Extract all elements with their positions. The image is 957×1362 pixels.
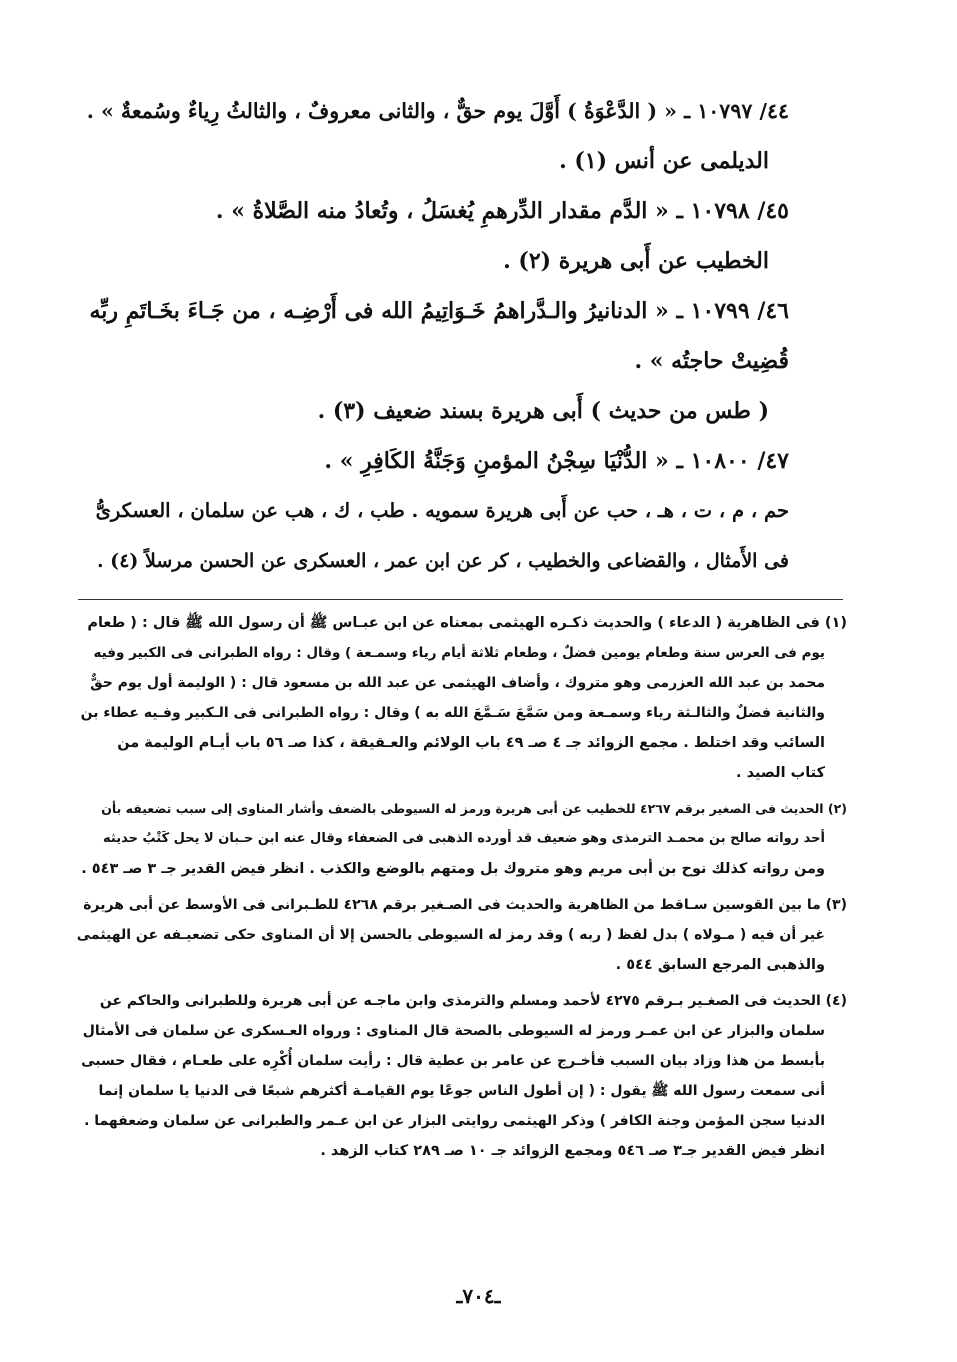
footnote-line: غير أن فيه ( مـولاه ) بدل لفظ ( ربه ) وقد رمز له السيوطى بالحسن إلا أن المناوى حكى تضعيـفه عن الهيثمى xyxy=(76,927,825,943)
footnote-line: بأبسط من هذا وزاد بيان السبب فأخـرج عن عامر بن عطية قال : رأيت سلمان أُكْرِه على طعـام ، فقال حسبى xyxy=(81,1053,825,1069)
footnote-line: محمد بن عبد الله العزرمى وهو متروك ، وأضاف الهيثمى عن عبد الله بن مسعود قال : ( الوليمة أول يوم حقٌّ xyxy=(90,675,825,691)
footnote-line: (٤) الحديث فى الصغـير بـرقم ٤٢٧٥ لأحمد ومسلم والترمذى وابن ماجـه عن أبى هريرة وللطبرانى والحاكم عن xyxy=(99,993,847,1009)
hadith-10798-line: ٤٥/ ١٠٧٩٨ ـ « الدَّم مقدار الدِّرهمِ يُغسَلُ ، وتُعادُ منه الصَّلاةُ » . xyxy=(215,198,789,224)
page-number: ـ٧٠٤ـ xyxy=(456,1284,501,1308)
footnote-line: كتاب الصيد . xyxy=(736,765,825,781)
footnote-divider xyxy=(78,599,843,600)
footnote-3 xyxy=(77,890,847,980)
hadith-10799-line-1: ٤٦/ ١٠٧٩٩ ـ « الدنانيرُ والـدَّراهمُ خَـوَاتِيمُ الله فى أَرْضِـه ، من جَـاءَ بخَـاتَمِ ربِّه xyxy=(89,298,789,324)
footnote-line: سلمان والبزار عن ابن عمـر ورمز له السيوطى بالصحة قال المناوى : ورواه العـسكرى عن سلمان فى الأمثال xyxy=(82,1023,825,1039)
footnote-line: والذهبى المرجع السابق ٥٤٤ . xyxy=(615,957,825,973)
hadith-10799-line-2: قُضِيتْ حاجتُه » . xyxy=(634,348,789,374)
footnote-line: (١) فى الظاهرية ( الدعاء ) والحديث ذكـره الهيثمى بمعناه عن ابن عبـاس ﷺ أن رسول الله ﷺ قال : ( طعام xyxy=(87,615,847,631)
footnote-4 xyxy=(77,986,847,1166)
footnote-line: يوم فى العرس سنة وطعام يومين فضلٌ ، وطعام ثلاثة أيام رياء وسمـعة ) وقال : رواه الطبرانى فى الكبير وفيه xyxy=(93,645,825,661)
footnote-line: (٢) الحديث فى الصغير برقم ٤٢٦٧ للخطيب عن أبى هريرة ورمز له السيوطى بالضعف وأشار المناوى إلى سبب تضعيفه بأن xyxy=(101,801,847,816)
footnote-line: الدنيا سجن المؤمن وجنة الكافر ) وذكر الهيثمى روايتى البزار عن ابن عـمر والطبرانى عن سلمان وضعفهما . xyxy=(84,1113,825,1129)
footnote-line: والثانية فضلٌ والثالـثة رياء وسمـعة ومن سَمَّعَ سَـمَّعَ الله به ) وقال : رواه الطبرانى فى الـكبير وفـيه عطاء بن xyxy=(80,705,825,721)
footnote-1 xyxy=(77,608,847,788)
hadith-10800-source-1: حم ، م ، ت ، هـ ، حب عن أَبى هريرة سمويه . طب ، ك ، هب عن سلمان ، العسكرىُّ xyxy=(95,499,789,522)
hadith-10798-source: الخطيب عن أَبى هريرة (٢) . xyxy=(503,248,769,274)
main-text xyxy=(83,86,789,586)
footnotes xyxy=(77,608,847,1166)
footnote-line: أنى سمعت رسول الله ﷺ يقول : ( إن أطول الناس جوعًا يوم القيامـة أكثرهم شبعًا فى الدنيا يا سلمان إنما xyxy=(98,1083,825,1099)
footnote-line: السائب وقد اختلط . مجمع الزوائد جـ ٤ صـ ٤٩ باب الولائم والعـقيقة ، كذا صـ ٥٦ باب أيـام الوليمة من xyxy=(117,735,825,751)
hadith-10797-line: ٤٤/ ١٠٧٩٧ ـ « ( الدَّعْوَةُ ) أَوَّلَ يوم حقٌّ ، والثانى معروفٌ ، والثالثُ رِياءٌ وسُمعةٌ » . xyxy=(86,99,789,123)
hadith-10797-source: الديلمى عن أنس (١) . xyxy=(559,148,769,174)
hadith-10800-source-2: فى الأَمثال ، والقضاعى والخطيب ، كر عن ابن عمر ، العسكرى عن الحسن مرسلاً (٤) . xyxy=(96,550,789,572)
hadith-10800-line: ٤٧/ ١٠٨٠٠ ـ « الدُّنْيَا سِجْنُ المؤمنِ وَجَنَّةُ الكَافِرِ » . xyxy=(324,448,789,474)
footnote-line: انظر فيض القدير جـ٣ صـ ٥٤٦ ومجمع الزوائد جـ ١٠ صـ ٢٨٩ كتاب الزهد . xyxy=(320,1143,825,1159)
hadith-10799-source: ( طس من حديث ) أَبى هريرة بسند ضعيف (٣) . xyxy=(317,398,769,424)
footnote-line: أحد رواته صالح بن محمـد الترمذى وهو ضعيف قد أورده الذهبى فى الضعفاء وقال عنه ابن حـبان لا يحل كَتْبُ حديثه xyxy=(103,831,825,846)
footnote-2 xyxy=(77,794,847,884)
footnote-line: (٣) ما بين القوسين سـاقط من الظاهرية والحديث فى الصـغير برقم ٤٢٦٨ للطـبرانى فى الأوسط عن أبى هريرة xyxy=(83,897,847,913)
footnote-line: ومن رواته كذلك نوح بن أبى مريم وهو متروك بل ومتهم بالوضع والكذب . انظر فيض القدير جـ ٣ صـ ٥٤٣ . xyxy=(81,861,825,877)
